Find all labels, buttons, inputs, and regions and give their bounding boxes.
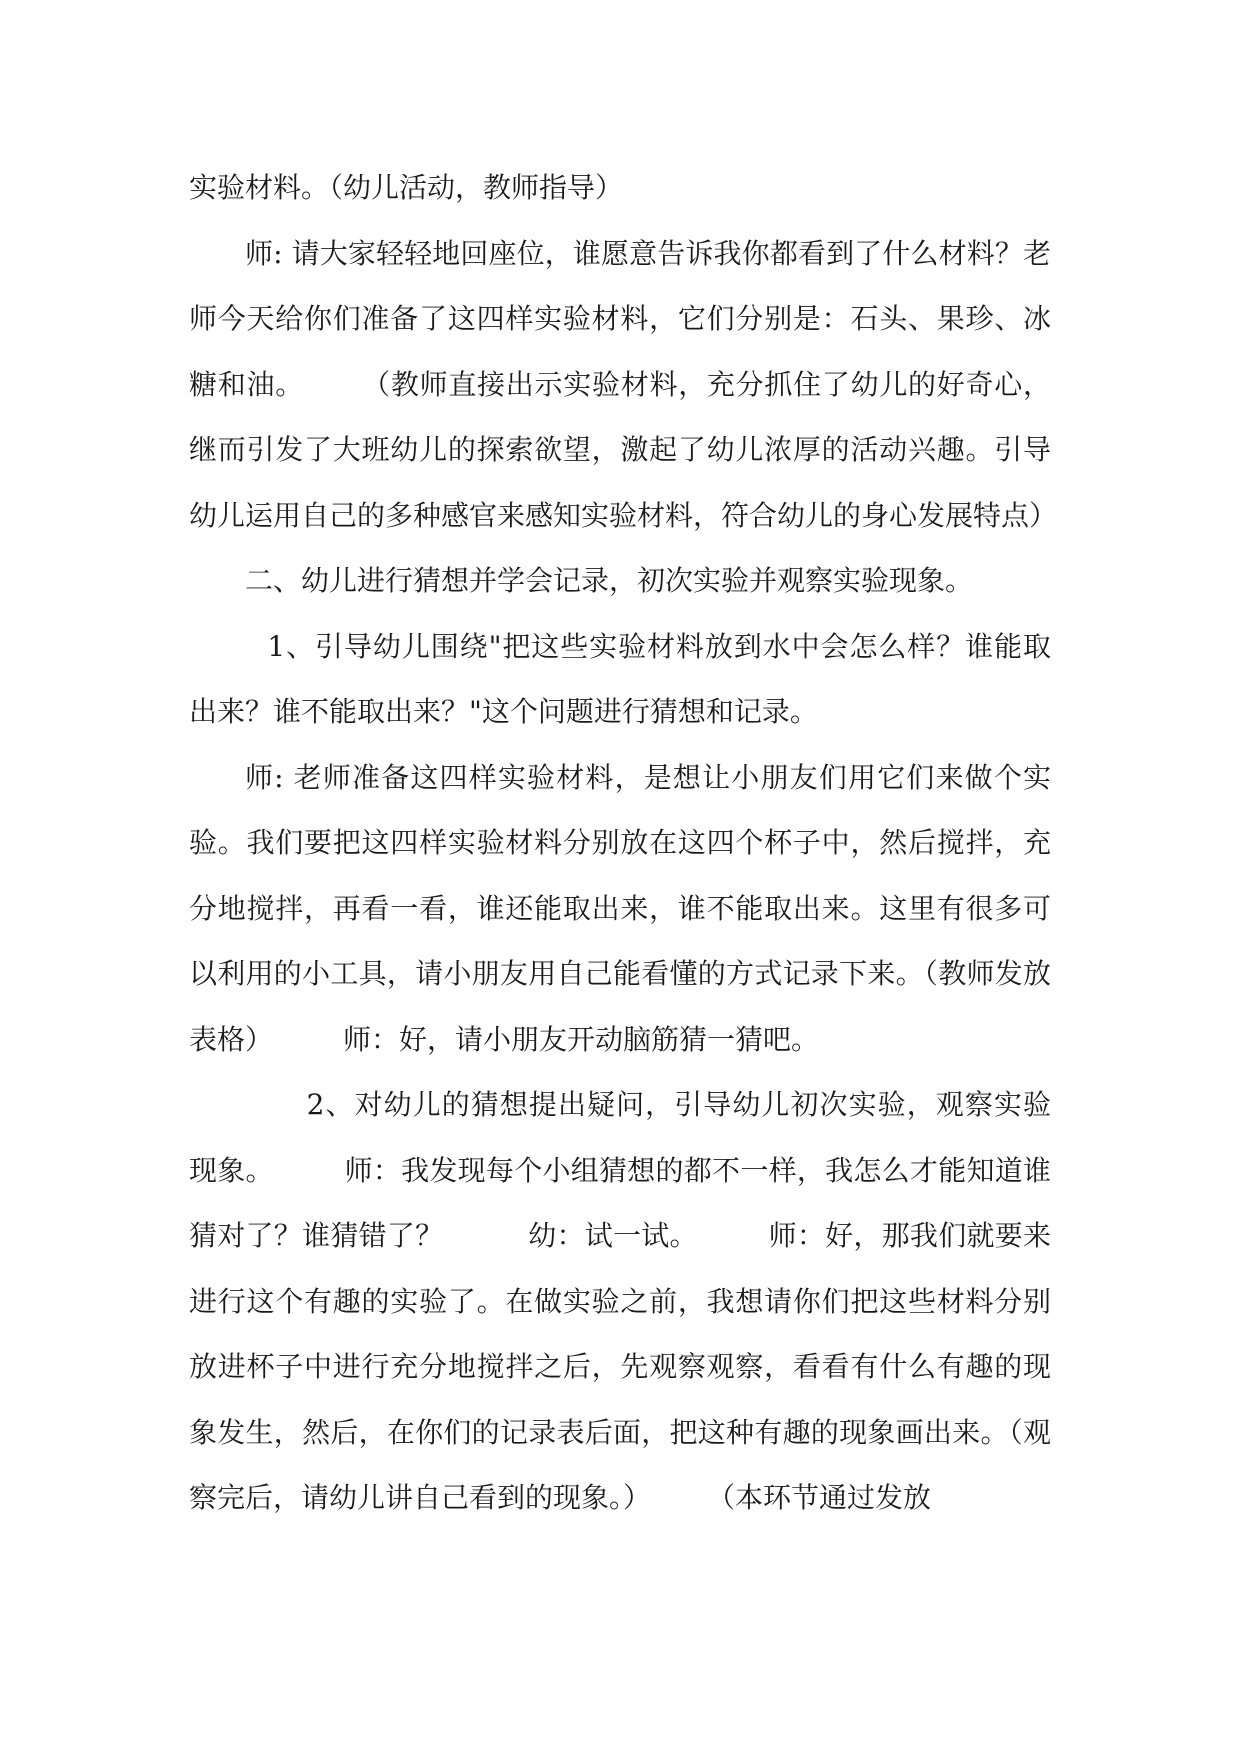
section-heading-2: 二、幼儿进行猜想并学会记录，初次实验并观察实验现象。: [245, 564, 974, 597]
paragraph-2: 师: 请大家轻轻地回座位，谁愿意告诉我你都看到了什么材料？老师今天给你们准备了这四样实验材料，它们分别是：石头、果珍、冰糖和油。 （教师直接出示实验材料，充分抓住了幼儿的好奇心，继而引发了大班幼儿的探索欲望，激起了幼儿浓厚的活动兴趣。引导幼儿运用自己的多种感官来感知实验材料，符合幼儿的身心发展特点）: [189, 236, 1058, 532]
paragraph-4: 师: 老师准备这四样实验材料，是想让小朋友们用它们来做个实验。我们要把这四样实验材料分别放在这四个杯子中，然后搅拌，充分地搅拌，再看一看，谁还能取出来，谁不能取出来。这里有很多可以利用的小工具，请小朋友用自己能看懂的方式记录下来。（教师发放表格） 师：好，请小朋友开动脑筋猜一猜吧。: [189, 760, 1051, 1056]
document-body: [189, 155, 1058, 1531]
paragraph-3: 1、引导幼儿围绕"把这些实验材料放到水中会怎么样？谁能取出来？谁不能取出来？"这个问题进行猜想和记录。: [189, 629, 1051, 728]
paragraph-5: 2、对幼儿的猜想提出疑问，引导幼儿初次实验，观察实验现象。 师：我发现每个小组猜想的都不一样，我怎么才能知道谁猜对了？谁猜错了？ 幼：试一试。 师：好，那我们就要来进行这个有趣的实验了。在做实验之前，我想请你们把这些材料分别放进杯子中进行充分地搅拌之后，先观察观察，看看有什么有趣的现象发生，然后，在你们的记录表后面，把这种有趣的现象画出来。（观察完后，请幼儿讲自己看到的现象。） （本环节通过发放: [189, 1088, 1051, 1514]
paragraph-1: 实验材料。（幼儿活动，教师指导）: [189, 171, 624, 204]
